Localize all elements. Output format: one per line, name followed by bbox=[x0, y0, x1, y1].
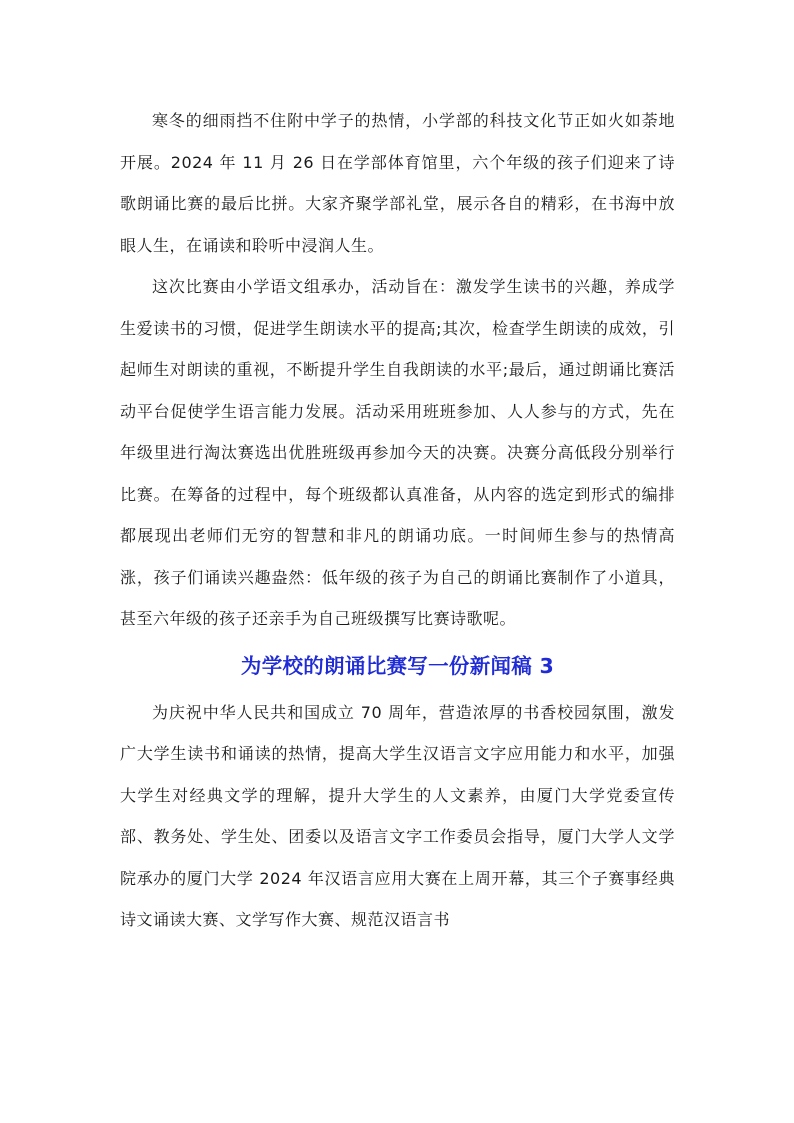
document-body bbox=[120, 100, 675, 941]
paragraph-2: 这次比赛由小学语文组承办，活动旨在：激发学生读书的兴趣，养成学生爱读书的习惯，促进学生朗读水平的提高;其次，检查学生朗读的成效，引起师生对朗读的重视，不断提升学生自我朗读的水平;最后，通过朗诵比赛活动平台促使学生语言能力发展。活动采用班班参加、人人参与的方式，先在年级里进行淘汰赛选出优胜班级再参加今天的决赛。决赛分高低段分别举行比赛。在筹备的过程中，每个班级都认真准备，从内容的选定到形式的编排都展现出老师们无穷的智慧和非凡的朗诵功底。一时间师生参与的热情高涨，孩子们诵读兴趣盎然：低年级的孩子为自己的朗诵比赛制作了小道具，甚至六年级的孩子还亲手为自己班级撰写比赛诗歌呢。 bbox=[120, 277, 675, 628]
paragraph-3: 为庆祝中华人民共和国成立 70 周年，营造浓厚的书香校园氛围，激发广大学生读书和诵读的热情，提高大学生汉语言文字应用能力和水平，加强大学生对经典文学的理解，提升大学生的人文素养，由厦门大学党委宣传部、教务处、学生处、团委以及语言文字工作委员会指导，厦门大学人文学院承办的厦门大学 2024 年汉语言应用大赛在上周开幕，其三个子赛事经典诗文诵读大赛、文学写作大赛、规范汉语言书 bbox=[120, 702, 675, 929]
paragraph-1: 寒冬的细雨挡不住附中学子的热情，小学部的科技文化节正如火如荼地开展。2024 年 11 月 26 日在学部体育馆里，六个年级的孩子们迎来了诗歌朗诵比赛的最后比拼。大家齐聚学部礼堂，展示各自的精彩，在书海中放眼人生，在诵读和聆听中浸润人生。 bbox=[120, 111, 675, 255]
section-heading-3: 为学校的朗诵比赛写一份新闻稿 3 bbox=[240, 653, 555, 678]
